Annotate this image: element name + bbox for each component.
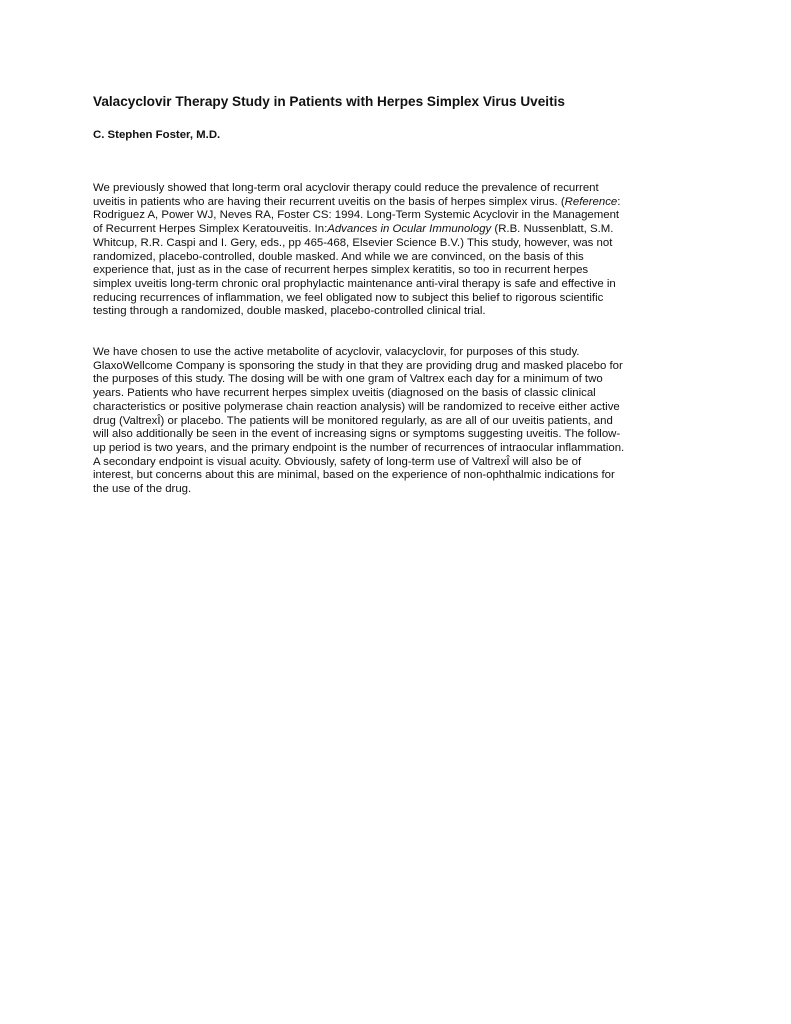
paragraph-line: reducing recurrences of inflammation, we feel obligated now to subject this belief to rigorous scientific: [93, 291, 604, 304]
paragraph-line: randomized, placebo-controlled, double masked. And while we are convinced, on the basis of this: [93, 250, 584, 263]
paragraph-line: Rodriguez A, Power WJ, Neves RA, Foster CS: 1994. Long-Term Systemic Acyclovir in the Management: [93, 209, 620, 222]
body-paragraph-1: [93, 182, 713, 319]
paragraph-line: We previously showed that long-term oral acyclovir therapy could reduce the prevalence of recurrent: [93, 182, 599, 194]
paragraph-line: years. Patients who have recurrent herpes simplex uveitis (diagnosed on the basis of classic clinical: [93, 387, 596, 400]
paragraph-line: uveitis in patients who are having their recurrent uveitis on the basis of herpes simplex virus. (Reference:: [93, 195, 621, 208]
paragraph-line: characteristics or positive polymerase chain reaction analysis) will be randomized to receive either active: [93, 400, 620, 413]
paragraph-line: of Recurrent Herpes Simplex Keratouveitis. In:Advances in Ocular Immunology (R.B. Nussenblatt, S.M.: [93, 223, 614, 236]
paragraph-line: GlaxoWellcome Company is sponsoring the study in that they are providing drug and masked placebo for: [93, 359, 623, 372]
paragraph-line: will also additionally be seen in the event of increasing signs or symptoms suggesting uveitis. The follow-: [93, 428, 621, 441]
paragraph-line: A secondary endpoint is visual acuity. Obviously, safety of long-term use of ValtrexÎ will also be of: [93, 455, 582, 468]
paragraph-line: the use of the drug.: [93, 483, 192, 496]
body-paragraph-2: [93, 346, 713, 497]
book-title: Advances in Ocular Immunology: [327, 223, 492, 236]
paragraph-line: experience that, just as in the case of recurrent herpes simplex keratitis, so too in recurrent herpes: [93, 264, 589, 277]
paragraph-line: testing through a randomized, double masked, placebo-controlled clinical trial.: [93, 305, 486, 318]
reference-label: Reference: [564, 195, 618, 208]
paragraph-line: We have chosen to use the active metabolite of acyclovir, valacyclovir, for purposes of this study.: [93, 346, 580, 358]
paragraph-line: the purposes of this study. The dosing will be with one gram of Valtrex each day for a minimum of two: [93, 373, 603, 386]
paragraph-line: simplex uveitis long-term chronic oral prophylactic maintenance anti-viral therapy is safe and effective in: [93, 277, 616, 290]
paragraph-line: up period is two years, and the primary endpoint is the number of recurrences of intraocular inflammation.: [93, 441, 625, 454]
author-line: C. Stephen Foster, M.D.: [93, 129, 221, 141]
paragraph-line: drug (ValtrexÎ) or placebo. The patients will be monitored regularly, as are all of our uveitis patients, and: [93, 414, 613, 427]
document-title: Valacyclovir Therapy Study in Patients with Herpes Simplex Virus Uveitis: [93, 94, 565, 109]
paragraph-line: Whitcup, R.R. Caspi and I. Gery, eds., pp 465-468, Elsevier Science B.V.) This study, however, was not: [93, 236, 613, 249]
paragraph-line: interest, but concerns about this are minimal, based on the experience of non-ophthalmic indications for: [93, 469, 615, 482]
